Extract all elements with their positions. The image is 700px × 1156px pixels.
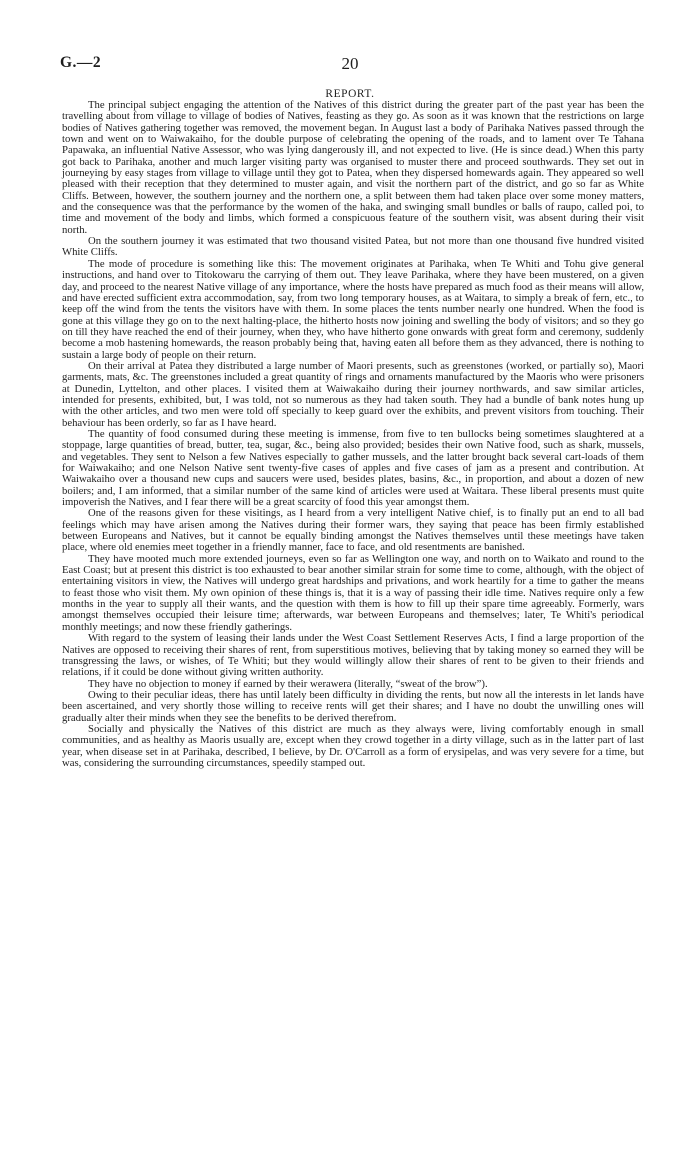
paragraph-food-consumed: The quantity of food consumed during these meeting is immense, from five to ten bullocks being sometimes slaughtered at a stoppage, large quantities of bread, butter, tea, sugar, &c., being also provided; besides their own Native food, such as shark, mussels, and vegetables. They sent to Nelson a few Natives especially to gather mussels, and the latter brought back several cart-loads of them for Waiwakaiho; and one Nelson Native sent twenty-five cases of apples and five cases of jam as a present and contribution. At Waiwakaiho over a thousand new cups and saucers were used, besides plates, basins, &c., in proportion, and about a dozen of new boilers; and, I am informed, that a similar number of the same kind of articles were used at Waitara. These liberal presents must quite impoverish the Natives, and I fear there will be a great scarcity of food this year amongst them. — [62, 427, 644, 509]
page-header — [60, 54, 640, 76]
paragraph-reasons-for-visits: One of the reasons given for these visitings, as I heard from a very intelligent Native chief, is to finally put an end to all bad feelings which may have arisen among the Natives during their former wars, they saying that peace has been firmly established between Europeans and Natives, but it cannot be equally binding amongst the Natives themselves until these meetings have taken place, where old enemies meet together in a friendly manner, face to face, and old resentments are banished. — [62, 507, 644, 554]
page-number: 20 — [341, 54, 359, 73]
paragraph-leasing-lands: With regard to the system of leasing their lands under the West Coast Settlement Reserves Acts, I find a large proportion of the Natives are opposed to receiving their shares of rent, from superstitious motives, believing that by taking money so earned they will be transgressing the laws, or wishes, of Te Whiti; but they would willingly allow their shares of rent to be given to their friends and relations, if it could be done without giving written authority. — [62, 632, 644, 679]
paragraph-presents-at-patea: On their arrival at Patea they distributed a large number of Maori presents, such as greenstones (worked, or partially so), Maori garments, mats, &c. The greenstones included a great quantity of rings and ornaments manufactured by the Maoris who were prisoners at Dunedin, Lyttelton, and other places. I visited them at Waiwakaiho during their journey northwards, and saw similar articles, intended for presents, exhibited, but, I was told, not so numerous as they had taken south. They had a bundle of bank notes hung up with the other articles, and two men were told off specially to keep guard over the exhibits, and prevent visitors from touching. Their behaviour has been orderly, so far as I have heard. — [62, 359, 644, 429]
report-title: REPORT. — [325, 88, 375, 100]
paragraph-social-physical: Socially and physically the Natives of this district are much as they always were, living comfortably enough in small communities, and as healthy as Maoris usually are, except when they crowd together in a dirty village, such as in the latter part of last year, when disease set in at Parihaka, described, I believe, by Dr. O'Carroll as a form of erysipelas, and was very severe for a time, but was, considering the surrounding circumstances, speedily stamped out. — [62, 722, 644, 769]
report-body — [62, 100, 644, 769]
paragraph-travelling-feasts: The principal subject engaging the attention of the Natives of this district during the greater part of the past year has been the travelling about from village to village of bodies of Natives, feasting as they go. As soon as it was known that the restrictions on large bodies of Natives gathering together was removed, the movement began. In August last a body of Parihaka Natives passed through the town and went on to Waiwakaiho, for the double purpose of celebrating the opening of the roads, and to lament over Te Tahana Papawaka, an influential Native Assessor, who was lying dangerously ill, and not expected to live. (He is since dead.) When this party got back to Parihaka, another and much larger visiting party was organised to muster there and proceed southwards. They set out in journeying by easy stages from village to village until they got to Patea, when they dispersed homewards again. They appeared so well pleased with their reception that they determined to muster again, and visit the northern part of the district, and go so far as White Cliffs. Between, however, the southern journey and the northern one, a split between them had taken place over some money matters, and the consequence was that the performance by the women of the haka, and swinging small bundles or balls of raupo, called poi, to time and movement of the body and limbs, which formed a conspicuous feature of the southern visit, was absent during their visit north. — [62, 99, 644, 236]
paragraph-money-werawera: They have no objection to money if earned by their werawera (literally, “sweat of the brow”). — [88, 677, 488, 690]
document-reference: G.—2 — [60, 54, 102, 71]
paragraph-dividing-rents: Owing to their peculiar ideas, there has until lately been difficulty in dividing the rents, but now all the interests in let lands have been ascertained, and very shortly those willing to receive rents will get their shares; and I have no doubt the unwilling ones will gradually alter their minds when they see the benefits to be derived therefrom. — [62, 688, 644, 724]
paragraph-extended-journeys: They have mooted much more extended journeys, even so far as Wellington one way, and north on to Waikato and round to the East Coast; but at present this district is too exhausted to bear another similar strain for some time to come, although, with the object of entertaining visitors in view, the Natives will undergo great hardships and privations, and work heartily for a time to gather the means to feast those who visit them. My own opinion of these things is, that it is a way of passing their idle time. Natives require only a few months in the year to supply all their wants, and the question with them is how to fill up their spare time agreeably. Formerly, wars amongst themselves occupied their leisure time; afterwards, war between Europeans and themselves; later, Te Whiti's periodical monthly meetings; and now these friendly gatherings. — [62, 552, 644, 633]
paragraph-mode-of-procedure: The mode of procedure is something like this: The movement originates at Parihaka, when Te Whiti and Tohu give general instructions, and hand over to Titokowaru the carrying of them out. They leave Parihaka, where they have been mustered, on a given day, and proceed to the nearest Native village of any importance, where the hosts have prepared as much food as their means will allow, and have erected sufficient extra accommodation, say, from two long temporary houses, as at Waitara, to simply a break of fern, etc., to keep off the wind from the tents the visitors have with them. In some places the tents number nearly one hundred. When the food is gone at this village they go on to the next halting-place, the hitherto hosts now joining and swelling the body of visitors; and so they go on till they have reached the end of their journey, when they, who have hitherto gone onwards with great form and ceremony, suddenly become a mob hastening homewards, the reason probably being that, having eaten all before them as they advanced, there is nothing to sustain a large body of people on their return. — [62, 257, 644, 361]
paragraph-visitor-numbers: On the southern journey it was estimated that two thousand visited Patea, but not more than one thousand five hundred visited White Cliffs. — [62, 235, 644, 259]
